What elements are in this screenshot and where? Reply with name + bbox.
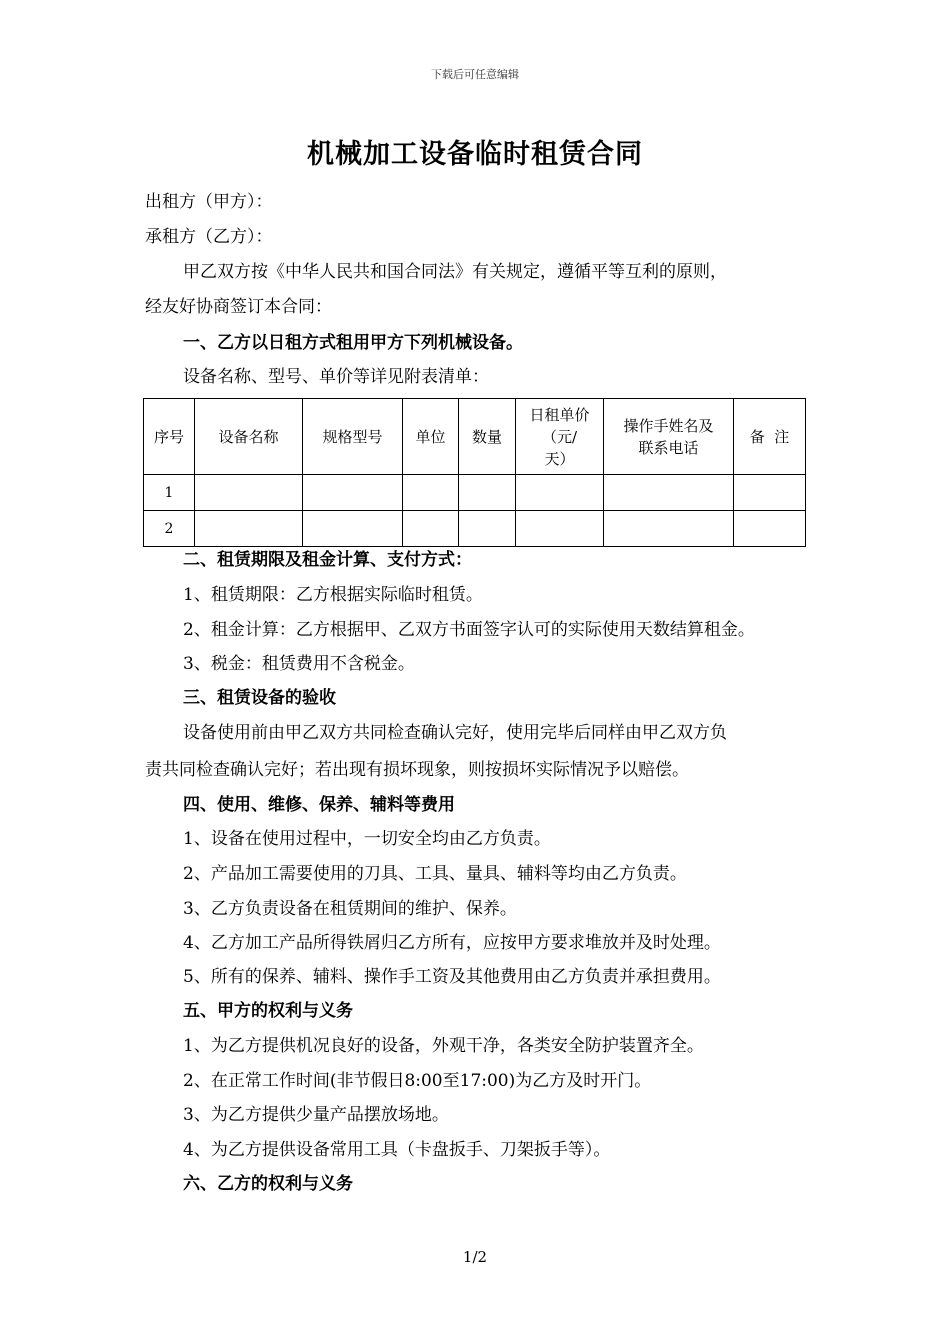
section5-item-1: 1、为乙方提供机况良好的设备，外观干净，各类安全防护装置齐全。	[183, 1036, 704, 1056]
section1-heading: 一、乙方以日租方式租用甲方下列机械设备。	[183, 333, 523, 353]
row-cell	[604, 511, 734, 547]
section4-item-4: 4、乙方加工产品所得铁屑归乙方所有，应按甲方要求堆放并及时处理。	[183, 933, 721, 953]
section5-item-4: 4、为乙方提供设备常用工具（卡盘扳手、刀架扳手等）。	[183, 1140, 611, 1160]
section4-item-2: 2、产品加工需要使用的刀具、工具、量具、辅料等均由乙方负责。	[183, 864, 687, 884]
section1-note: 设备名称、型号、单价等详见附表清单：	[183, 367, 489, 387]
page-title: 机械加工设备临时租赁合同	[307, 139, 643, 170]
header-seq: 序号	[144, 399, 195, 475]
row-cell	[734, 475, 806, 511]
section2-item-3: 3、税金：租赁费用不含税金。	[183, 654, 415, 674]
section3-line-1: 设备使用前由甲乙双方共同检查确认完好，使用完毕后同样由甲乙双方负	[183, 723, 727, 743]
equipment-table	[143, 398, 806, 547]
header-operator-line-1: 操作手姓名及	[623, 416, 714, 435]
section4-item-1: 1、设备在使用过程中，一切安全均由乙方负责。	[183, 829, 551, 849]
table-row	[144, 475, 806, 511]
row-cell	[459, 511, 516, 547]
section3-line-2: 责共同检查确认完好；若出现有损坏现象，则按损坏实际情况予以赔偿。	[145, 760, 689, 780]
header-operator	[604, 399, 734, 475]
row-cell	[516, 475, 604, 511]
header-price-line-3: 天）	[544, 449, 575, 468]
section4-heading: 四、使用、维修、保养、辅料等费用	[183, 795, 455, 815]
header-model: 规格型号	[303, 399, 403, 475]
table-row	[144, 511, 806, 547]
row-cell	[303, 511, 403, 547]
section2-item-2: 2、租金计算：乙方根据甲、乙双方书面签字认可的实际使用天数结算租金。	[183, 620, 755, 640]
header-remark: 备 注	[734, 399, 806, 475]
row-seq: 2	[144, 511, 195, 547]
section5-item-3: 3、为乙方提供少量产品摆放场地。	[183, 1105, 449, 1125]
header-price-line-1: 日租单价	[529, 405, 590, 424]
row-cell	[734, 511, 806, 547]
section2-heading: 二、租赁期限及租金计算、支付方式：	[183, 550, 472, 570]
lessee-line: 承租方（乙方）：	[145, 227, 273, 247]
section5-heading: 五、甲方的权利与义务	[183, 1001, 353, 1021]
section4-item-5: 5、所有的保养、辅料、操作手工资及其他费用由乙方负责并承担费用。	[183, 967, 721, 987]
header-name: 设备名称	[195, 399, 303, 475]
section3-heading: 三、租赁设备的验收	[183, 688, 336, 708]
header-price	[516, 399, 604, 475]
intro-line-1: 甲乙双方按《中华人民共和国合同法》有关规定，遵循平等互利的原则，	[183, 262, 727, 282]
section5-item-2: 2、在正常工作时间(非节假日8:00至17:00)为乙方及时开门。	[183, 1071, 652, 1091]
section4-item-3: 3、乙方负责设备在租赁期间的维护、保养。	[183, 899, 517, 919]
header-qty: 数量	[459, 399, 516, 475]
row-cell	[303, 475, 403, 511]
section6-heading: 六、乙方的权利与义务	[183, 1174, 353, 1194]
section2-item-1: 1、租赁期限：乙方根据实际临时租赁。	[183, 585, 483, 605]
row-cell	[403, 511, 459, 547]
row-seq: 1	[144, 475, 195, 511]
header-unit: 单位	[403, 399, 459, 475]
row-cell	[604, 475, 734, 511]
header-note: 下载后可任意编辑	[431, 68, 519, 81]
row-cell	[459, 475, 516, 511]
intro-line-2: 经友好协商签订本合同：	[145, 297, 332, 317]
row-cell	[195, 511, 303, 547]
page-number: 1/2	[462, 1248, 488, 1266]
row-cell	[195, 475, 303, 511]
table-header-row	[144, 399, 806, 475]
header-operator-line-2: 联系电话	[638, 438, 699, 457]
row-cell	[516, 511, 604, 547]
row-cell	[403, 475, 459, 511]
lessor-line: 出租方（甲方）：	[145, 192, 273, 212]
header-price-line-2: （元/	[541, 427, 578, 446]
